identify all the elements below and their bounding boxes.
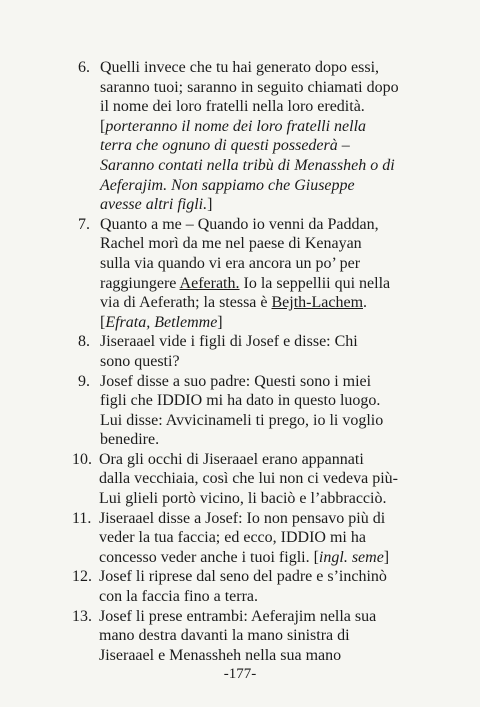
verse-text: veder la tua faccia; ed ecco, IDDIO mi ha [99, 529, 366, 547]
verse-text: sulla via quando vi era ancora un po’ per [100, 254, 361, 272]
verse-text: Lui glieli portò vicino, li baciò e l’abbracciò. [99, 490, 387, 508]
italic-note: Aeferajim. Non sappiamo che Giuseppe [100, 176, 355, 194]
italic-note: ingl. seme [318, 548, 384, 566]
verse-item [72, 607, 462, 666]
verse-line [99, 607, 462, 627]
verse-text: . [363, 294, 368, 312]
verse-text: il nome dei loro fratelli nella loro eredità. [100, 98, 365, 116]
verse-text: Jiseraael disse a Josef: Io non pensavo più di [99, 509, 386, 527]
verse-line [100, 58, 462, 78]
verse-number: 10. [72, 450, 92, 468]
verse-number: 13. [72, 607, 92, 625]
verse-text: figli che IDDIO mi ha dato in questo luogo. [100, 392, 381, 410]
verse-line [99, 567, 462, 587]
verse-line [100, 78, 462, 98]
verse-item [72, 567, 462, 606]
italic-note: porteranno il nome dei loro fratelli nella [105, 117, 367, 135]
verse-line [99, 646, 462, 666]
verse-line [100, 136, 462, 156]
verse-text: [ [100, 117, 106, 135]
verse-item [72, 215, 462, 333]
verse-text: ] [217, 313, 223, 331]
verse-text: mano destra davanti la mano sinistra di [99, 627, 350, 645]
verse-text: dalla vecchiaia, così che lui non ci vedeva più- [99, 470, 398, 488]
verse-text: Io la seppellii qui nella [239, 274, 391, 292]
verse-text: Josef li riprese dal seno del padre e s’inchinò [99, 568, 387, 586]
verse-text: benedire. [100, 431, 160, 449]
verse-line [100, 293, 462, 313]
verse-text: ] [383, 548, 390, 566]
verse-line [100, 313, 462, 333]
verse-text: ] [207, 196, 213, 214]
italic-note: Saranno contati nella tribù di Menassheh o di [100, 156, 395, 174]
verse-line [99, 626, 462, 646]
italic-note: terra che ognuno di questi possederà – [100, 137, 350, 155]
verse-line [100, 195, 462, 215]
verse-line [100, 391, 462, 411]
verse-text: Quanto a me – Quando io venni da Paddan, [100, 215, 379, 233]
verse-line [100, 176, 462, 196]
verse-text: Ora gli occhi di Jiseraael erano appannati [99, 450, 364, 468]
verse-number: 8. [78, 333, 90, 351]
verse-line [99, 528, 462, 548]
verse-text: saranno tuoi; saranno in seguito chiamati dopo [100, 78, 399, 96]
verse-text: [ [100, 313, 106, 331]
underlined-place-name: Aeferath. [179, 274, 240, 292]
italic-note: Efrata, Betlemme [105, 313, 218, 331]
verse-line [99, 509, 462, 529]
verse-text: Josef li prese entrambi: Aeferajim nella sua [99, 607, 377, 625]
verse-item [72, 332, 462, 371]
verse-line [100, 234, 462, 254]
verse-text: Josef disse a suo padre: Questi sono i miei [100, 372, 372, 390]
italic-note: avesse altri figli. [100, 196, 208, 214]
verse-line [100, 254, 462, 274]
verse-line [99, 489, 462, 509]
verse-line [100, 274, 462, 294]
verse-line [100, 97, 462, 117]
verse-line [100, 156, 462, 176]
verse-line [100, 430, 462, 450]
verse-text: Lui disse: Avvicinameli ti prego, io li voglio [100, 411, 384, 429]
verse-text: sono questi? [100, 352, 180, 370]
verse-number: 11. [72, 509, 92, 527]
page-number: -177- [223, 666, 257, 682]
verse-number: 9. [78, 372, 90, 390]
verse-list [72, 58, 462, 665]
verse-line [100, 117, 462, 137]
verse-text: Rachel morì da me nel paese di Kenayan [100, 235, 362, 253]
verse-item [72, 58, 462, 215]
verse-item [72, 372, 462, 450]
verse-item [72, 509, 462, 568]
verse-text: Quelli invece che tu hai generato dopo essi, [100, 59, 380, 76]
verse-text: raggiungere [100, 274, 180, 292]
verse-text: Jiseraael vide i figli di Josef e disse: Chi [100, 333, 358, 351]
verse-line [100, 332, 462, 352]
verse-line [99, 450, 462, 470]
verse-number: 7. [78, 215, 90, 233]
verse-item [72, 450, 462, 509]
verse-line [100, 411, 462, 431]
verse-text: concesso veder anche i tuoi figli. [ [99, 548, 319, 566]
verse-text: via di Aeferath; la stessa è [100, 294, 272, 312]
verse-line [100, 372, 462, 392]
verse-number: 12. [72, 568, 92, 586]
underlined-place-name: Bejth-Lachem [271, 294, 364, 312]
verse-line [99, 587, 462, 607]
verse-line [100, 352, 462, 372]
verse-line [99, 469, 462, 489]
verse-number: 6. [78, 59, 90, 76]
verse-line [100, 215, 462, 235]
verse-text: Jiseraael e Menassheh nella sua mano [99, 646, 342, 664]
verse-text: con la faccia fino a terra. [99, 588, 259, 606]
verse-line [99, 548, 462, 568]
